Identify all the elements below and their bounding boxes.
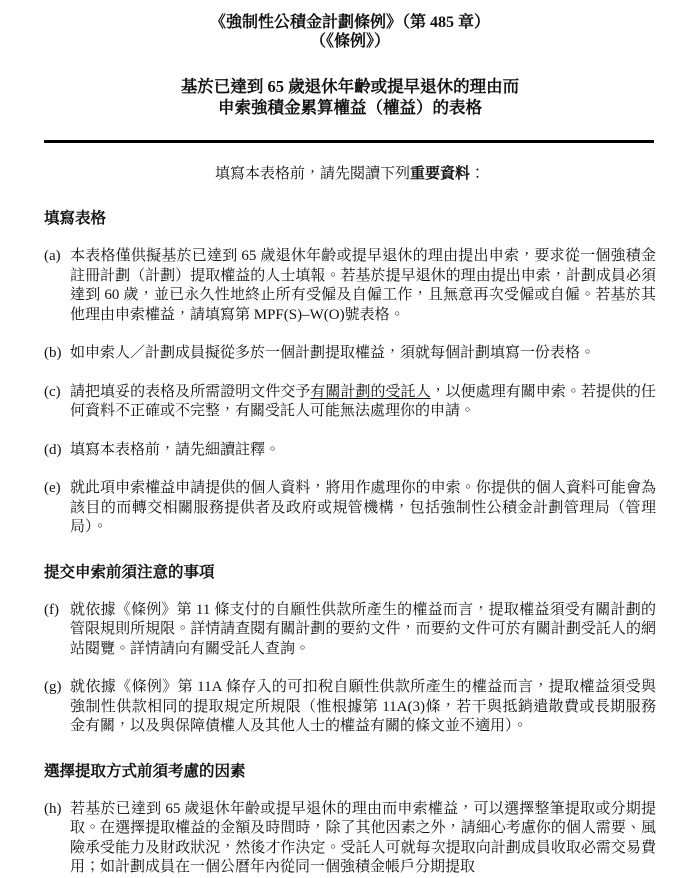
section-heading: 提交申索前須注意的事項 — [44, 563, 215, 581]
intro-instruction — [44, 165, 656, 184]
list-item-f — [44, 601, 656, 660]
list-item-b — [44, 344, 656, 364]
ordinance-title-line2: （《條例》） — [309, 33, 390, 50]
item-text: 本表格僅供擬基於已達到 65 歲退休年齡或提早退休的理由提出申索，要求從一個強積金註冊計劃（計劃）提取權益的人士填報。若基於提早退休的理由提出申索，計劃成員必須達到 60 歲，並已永久性地終止所有受僱及自僱工作，且無意再次受僱或自僱。若基於其他理由申索權益，請填寫第 MPF(S)–W(O)號表格。 — [70, 248, 656, 323]
intro-emphasis: 重要資料 — [409, 166, 470, 182]
ordinance-title — [44, 13, 656, 51]
item-label: (c) — [44, 383, 61, 400]
item-label: (h) — [44, 800, 62, 817]
form-title-line1: 基於已達到 65 歲退休年齡或提早退休的理由而 — [180, 77, 520, 96]
item-label: (b) — [44, 345, 62, 361]
item-text: 就此項申索權益申請提供的個人資料，將用作處理你的申索。你提供的個人資料可能會為該目的而轉交相關服務提供者及政府或規管機構，包括強制性公積金計劃管理局（管理局）。 — [70, 480, 656, 535]
list-item-g — [44, 678, 656, 737]
item-text: 如申索人／計劃成員擬從多於一個計劃提取權益，須就每個計劃填寫一份表格。 — [70, 345, 596, 361]
section-heading: 選擇提取方式前須考慮的因素 — [44, 762, 246, 780]
section-withdrawal-factors — [44, 762, 656, 878]
form-title — [44, 76, 656, 118]
section-before-submitting — [44, 563, 656, 737]
item-label: (a) — [44, 248, 61, 264]
item-label: (g) — [44, 679, 62, 695]
item-text: 填寫本表格前，請先細讀註釋。 — [70, 441, 281, 458]
document-header — [44, 13, 656, 118]
list-item-d — [44, 441, 656, 461]
item-label: (e) — [44, 480, 61, 496]
intro-suffix: ： — [470, 166, 486, 182]
section-completing-form — [44, 209, 656, 538]
list-item-e — [44, 479, 656, 538]
item-text-post: ，以便處理有關申索。若提供的任何資料不正確或不完整，有關受託人可能無法處理你的申請。 — [70, 383, 656, 419]
item-text: 就依據《條例》第 11A 條存入的可扣稅自願性供款所產生的權益而言，提取權益須受與強制性供款相同的提取規定所規限（惟根據第 11A(3)條，若干與抵銷遣散費或長期服務金有關，以及與保障債權人及其他人士的權益有關的條文並不適用）。 — [70, 679, 656, 734]
horizontal-rule — [44, 140, 654, 143]
list-item-c — [44, 383, 656, 422]
item-text: 就依據《條例》第 11 條支付的自願性供款所產生的權益而言，提取權益須受有關計劃的管限規則所規限。詳情請查閱有關計劃的要約文件，而要約文件可於有關計劃受託人的網站閱覽。詳情請向有關受託人查詢。 — [70, 601, 656, 657]
list-item-h — [44, 800, 656, 878]
form-title-line2: 申索強積金累算權益（權益）的表格 — [218, 98, 482, 117]
ordinance-title-line1: 《強制性公積金計劃條例》（第 485 章） — [209, 14, 490, 31]
item-label: (d) — [44, 441, 62, 458]
section-heading: 填寫表格 — [44, 210, 107, 227]
item-text-underlined: 有關計劃的受託人 — [310, 383, 431, 400]
list-item-a — [44, 247, 656, 325]
item-text — [70, 384, 656, 420]
item-text: 若基於已達到 65 歲退休年齡或提早退休的理由而申索權益，可以選擇整筆提取或分期提取。在選擇提取權益的金額及時間時，除了其他因素之外，請細心考慮你的個人需要、風險承受能力及財政狀況，然後才作決定。受託人可就每次提取向計劃成員收取必需交易費用；如計劃成員在一個公曆年內從同一個強積金帳戶分期提取 — [70, 800, 656, 875]
item-label: (f) — [44, 601, 59, 618]
intro-prefix: 填寫本表格前，請先閱讀下列 — [214, 166, 410, 182]
item-text-pre: 請把填妥的表格及所需證明文件交予 — [70, 383, 311, 400]
